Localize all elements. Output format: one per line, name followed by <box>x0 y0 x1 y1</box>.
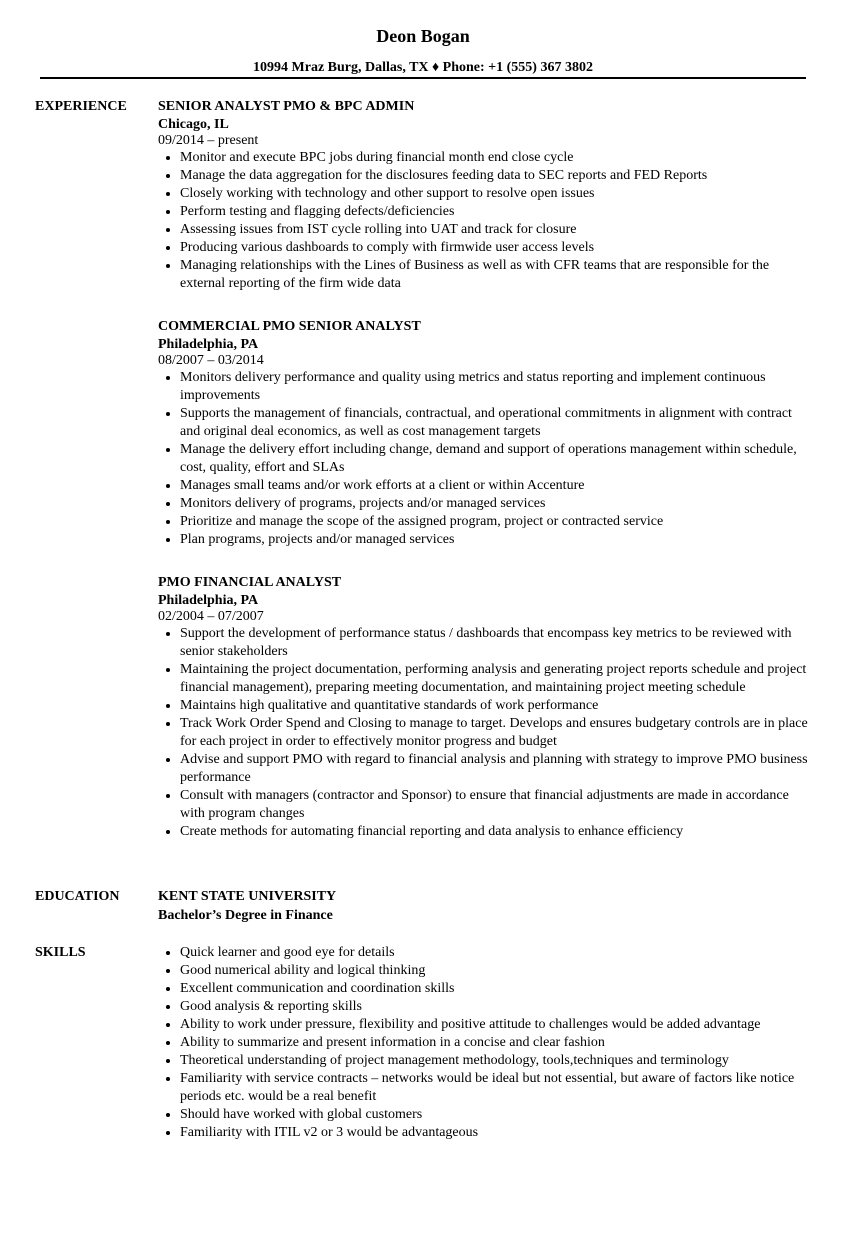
job-bullets <box>158 149 808 293</box>
skill-item: • Quick learner and good eye for details <box>180 944 808 962</box>
skills-list <box>158 944 808 1142</box>
bullet-item: • Assessing issues from IST cycle rolling into UAT and track for closure <box>180 221 808 239</box>
job-entry <box>158 98 808 293</box>
bullet-item: • Managing relationships with the Lines of Business as well as with CFR teams that are responsible for the external reporting of the firm wide data <box>180 257 808 293</box>
job-title: SENIOR ANALYST PMO & BPC ADMIN <box>158 99 415 114</box>
bullet-item: • Advise and support PMO with regard to financial analysis and planning with strategy to improve PMO business performance <box>180 751 808 787</box>
bullet-item: • Supports the management of financials, contractual, and operational commitments in alignment with contract and original deal economics, as well as cost management targets <box>180 405 808 441</box>
school-name: KENT STATE UNIVERSITY <box>158 889 337 904</box>
bullet-item: • Maintaining the project documentation, performing analysis and generating project reports schedule and project financial management), preparing meeting documentation, and maintaining project meeting schedule <box>180 661 808 697</box>
contact-line: 10994 Mraz Burg, Dallas, TX ♦ Phone: +1 (555) 367 3802 <box>253 60 593 75</box>
bullet-item: • Closely working with technology and other support to resolve open issues <box>180 185 808 203</box>
job-title: COMMERCIAL PMO SENIOR ANALYST <box>158 319 421 334</box>
degree: Bachelor’s Degree in Finance <box>158 908 333 923</box>
job-bullets <box>158 625 808 841</box>
skills-heading: SKILLS <box>35 945 86 960</box>
skill-item: • Excellent communication and coordination skills <box>180 980 808 998</box>
skill-item: • Good analysis & reporting skills <box>180 998 808 1016</box>
bullet-item: • Manage the data aggregation for the disclosures feeding data to SEC reports and FED Reports <box>180 167 808 185</box>
job-dates: 08/2007 – 03/2014 <box>158 353 264 368</box>
experience-heading: EXPERIENCE <box>35 99 127 114</box>
bullet-item: • Perform testing and flagging defects/deficiencies <box>180 203 808 221</box>
job-location: Chicago, IL <box>158 117 229 132</box>
header-divider <box>40 77 806 79</box>
bullet-item: • Prioritize and manage the scope of the assigned program, project or contracted service <box>180 513 808 531</box>
job-entry <box>158 574 808 841</box>
bullet-item: • Support the development of performance status / dashboards that encompass key metrics to be reviewed with senior stakeholders <box>180 625 808 661</box>
job-dates: 02/2004 – 07/2007 <box>158 609 264 624</box>
candidate-name: Deon Bogan <box>376 26 470 46</box>
education-entry <box>158 888 808 926</box>
skills-entry <box>158 944 808 1142</box>
job-location: Philadelphia, PA <box>158 593 259 608</box>
bullet-item: • Monitors delivery of programs, projects and/or managed services <box>180 495 808 513</box>
bullet-item: • Consult with managers (contractor and Sponsor) to ensure that financial adjustments are made in accordance with program changes <box>180 787 808 823</box>
education-heading: EDUCATION <box>35 889 120 904</box>
bullet-item: • Track Work Order Spend and Closing to manage to target. Develops and ensures budgetary controls are in place for each project in order to effectively monitor progress and budget <box>180 715 808 751</box>
job-dates: 09/2014 – present <box>158 133 259 148</box>
skill-item: • Ability to summarize and present information in a concise and clear fashion <box>180 1034 808 1052</box>
bullet-item: • Maintains high qualitative and quantitative standards of work performance <box>180 697 808 715</box>
bullet-item: • Plan programs, projects and/or managed services <box>180 531 808 549</box>
job-location: Philadelphia, PA <box>158 337 259 352</box>
skill-item: • Familiarity with service contracts – networks would be ideal but not essential, but aware of factors like notice periods etc. would be a real benefit <box>180 1070 808 1106</box>
skill-item: • Theoretical understanding of project management methodology, tools,techniques and terminology <box>180 1052 808 1070</box>
job-bullets <box>158 369 808 549</box>
bullet-item: • Create methods for automating financial reporting and data analysis to enhance efficiency <box>180 823 808 841</box>
skill-item: • Familiarity with ITIL v2 or 3 would be advantageous <box>180 1124 808 1142</box>
bullet-item: • Monitors delivery performance and quality using metrics and status reporting and implement continuous improvements <box>180 369 808 405</box>
bullet-item: • Manage the delivery effort including change, demand and support of operations management within schedule, cost, quality, effort and SLAs <box>180 441 808 477</box>
bullet-item: • Manages small teams and/or work efforts at a client or within Accenture <box>180 477 808 495</box>
job-entry <box>158 318 808 549</box>
bullet-item: • Producing various dashboards to comply with firmwide user access levels <box>180 239 808 257</box>
skill-item: • Good numerical ability and logical thinking <box>180 962 808 980</box>
skill-item: • Ability to work under pressure, flexibility and positive attitude to challenges would be added advantage <box>180 1016 808 1034</box>
bullet-item: • Monitor and execute BPC jobs during financial month end close cycle <box>180 149 808 167</box>
job-title: PMO FINANCIAL ANALYST <box>158 575 342 590</box>
skill-item: • Should have worked with global customers <box>180 1106 808 1124</box>
